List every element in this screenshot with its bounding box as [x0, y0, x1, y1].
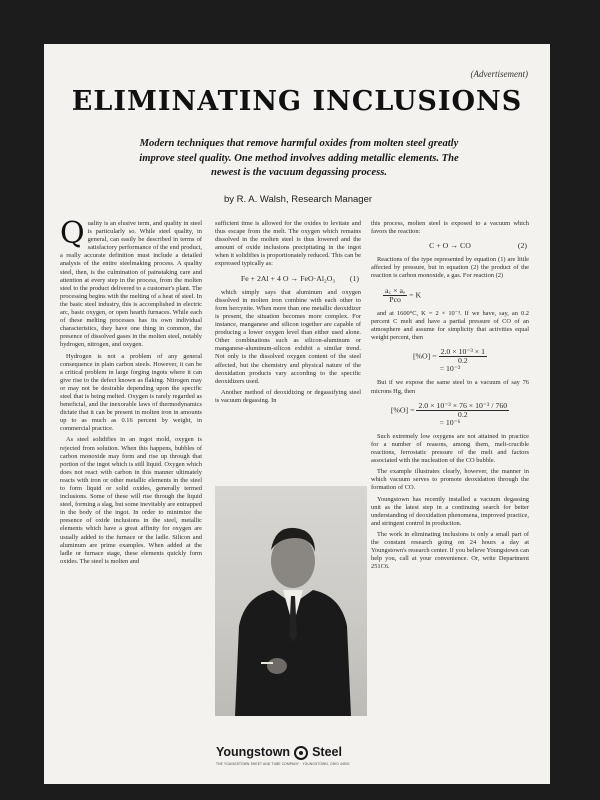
equation-1 [215, 275, 361, 283]
equation-text: Fe + 2Al + 4 O → FeO·Al₂O₃ [240, 273, 336, 283]
paragraph: Such extremely low oxygens are not attained in practice for a number of reasons, among them, melt-crucible reactions, ferrostatic pressure of the melt and factors associated with the nucleation of the CO bubble. [371, 432, 529, 465]
company-logo: Youngstown Steel [216, 745, 342, 759]
equation-3: $\frac{\text{a꜀ × aₒ}}{\text{Pco}}$ = K [385, 285, 422, 304]
advertisement-tag: (Advertisement) [470, 69, 528, 79]
paragraph: Youngstown has recently installed a vacuum degassing unit as the latest step in a continuing search for better understanding of deoxidation phenomena, improved practice, and stringent control in production. [371, 495, 529, 527]
equation-fraction: $\frac{\text{a꜀ × aₒ}}{\text{Pco}}$ [385, 285, 406, 304]
byline: by R. A. Walsh, Research Manager [224, 194, 373, 205]
deck-subtitle: Modern techniques that remove harmful oxides from molten steel greatly improve steel quality. One method involves adding metallic elements. The newest is the vacuum degassing process. [139, 138, 459, 178]
page-title: ELIMINATING INCLUSIONS [71, 86, 523, 117]
equation-2 [371, 242, 529, 250]
paragraph: which simply says that aluminum and oxygen dissolved in molten iron combine with each other to form hercynite. When more than one metallic deoxidizer is present, the situation becomes more complex. For instance, manganese and silicon together are capable of producing a lower oxygen level than either used alone. Other combinations such as silicon-aluminum or manganese-aluminum-silicon exhibit a similar trend. Not only is the dissolved oxygen content of the steel affected, but the chemistry and physical nature of the deoxidation products vary according to the specific deoxidizers used. [215, 288, 361, 385]
portrait-photo [215, 486, 367, 716]
paragraph: and at 1600°C, K = 2 × 10⁻³. If we have, say, an 0.2 percent C melt and have a partial pressure of CO of an atmosphere and assume for simplicity that activities equal weight percent, then [371, 309, 529, 342]
company-fine-print: THE YOUNGSTOWN SHEET AND TUBE COMPANY · YOUNGSTOWN, OHIO 44501 [216, 762, 350, 766]
paragraph: sufficient time is allowed for the oxides to levitate and thus escape from the melt. The oxygen which remains dissolved in the molten steel is thus lowered and the amount of oxide inclusions precipitating in the ingot when it solidifies is proportionately reduced. This can be expressed typically as: [215, 220, 361, 268]
paragraph: uality is an elusive term, and quality in steel is particularly so. While steel quality, in general, can easily be described in terms of satisfactory performance of the end product, a really accurate definition must include a detailed analysis of the entire steelmaking process. A quality steel, then, is the culmination of painstaking care and attention at every step in the process, from the molten steel to the product delivered to a customer's plant. The processing begins with the melting of a heat of steel. In the basic steel industry, this is accomplished in electric arc, basic oxygen, or open hearth furnaces. While each of these melting processes has its own individual characteristics, they have one thing in common, the presence of dissolved gases in the molten steel, notably hydrogen, nitrogen, and oxygen. [60, 220, 202, 349]
paragraph: But if we expose the same steel to a vacuum of say 76 microns Hg, then [371, 379, 529, 395]
equation-text: C + O → CO [429, 241, 471, 251]
paragraph: this process, molten steel is exposed to a vacuum which favors the reaction: [371, 220, 529, 236]
paragraph: Reactions of the type represented by equation (1) are little affected by pressure, but in equation (2) the product of the reaction is carbon monoxide, a gas. For reaction (2) [371, 256, 529, 280]
paragraph: The work in eliminating inclusions is only a small part of the constant research going on 24 hours a day at Youngstown's research center. If you believe Youngstown can help you, call at your convenience. Or, write Department 251C6. [371, 530, 529, 571]
advertisement-page [44, 44, 550, 784]
paragraph: The example illustrates clearly, however, the manner in which vacuum serves to promote deoxidation through the formation of CO. [371, 468, 529, 492]
equation-number: (2) [517, 241, 527, 251]
equation-number: (1) [349, 273, 359, 283]
equation-4: [%O] = $\frac{\text{2.0 × 10⁻³ × 1}}{0.2}$ = 10⁻² [412, 347, 486, 374]
article-column-1 [60, 220, 202, 717]
equation-fraction: $\frac{\text{2.0 × 10⁻³ × 76 × 10⁻³ / 760}}{0.2}$ [418, 400, 508, 419]
article-column-3 [371, 220, 529, 750]
paragraph: Hydrogen is not a problem of any general consequence in plain carbon steels. However, it can be a critical problem in large forging ingots where it can give rise to the defect known as flaking. Nitrogen may or may not be desirable depending upon the specific steel that is being melted. Oxygen is rarely regarded as beneficial, and the inexorable laws of thermodynamics dictate that it can be present in molten iron in amounts up to as much as 0.16 percent by weight, in commercial practice. [60, 352, 202, 433]
paragraph: As steel solidifies in an ingot mold, oxygen is rejected from solution. When this happens, bubbles of carbon monoxide may form and rise up through that portion of the ingot which is still liquid. Oxygen which does not react with carbon in this manner ultimately reacts with iron or other metallic elements in the steel to form liquid or solid oxides, generally termed inclusions. Some of these will rise through the liquid steel, forming a slag, but some inevitably are entrapped in the body of the ingot. In order to minimize the presence of oxide inclusions in the steel, metallic elements which have a great affinity for oxygen are usually added to the furnace or the ladle. Silicon and aluminum are prime examples. When added at the ladle or furnace stage, these elements quickly form oxides. The steel is molten and [60, 436, 202, 565]
paragraph: Another method of deoxidizing or degassifying steel is vacuum degassing. In [215, 388, 361, 404]
equation-5: [%O] = $\frac{\text{2.0 × 10⁻³ × 76 × 10⁻³ / 760}}{0.2}$ = 10⁻⁶ [390, 400, 508, 427]
portrait-illustration [215, 486, 367, 716]
article-column-2 [215, 220, 361, 480]
drop-cap: Q [60, 220, 85, 251]
equation-fraction: $\frac{\text{2.0 × 10⁻³ × 1}}{0.2}$ [440, 347, 486, 366]
logo-emblem-icon [294, 746, 308, 760]
